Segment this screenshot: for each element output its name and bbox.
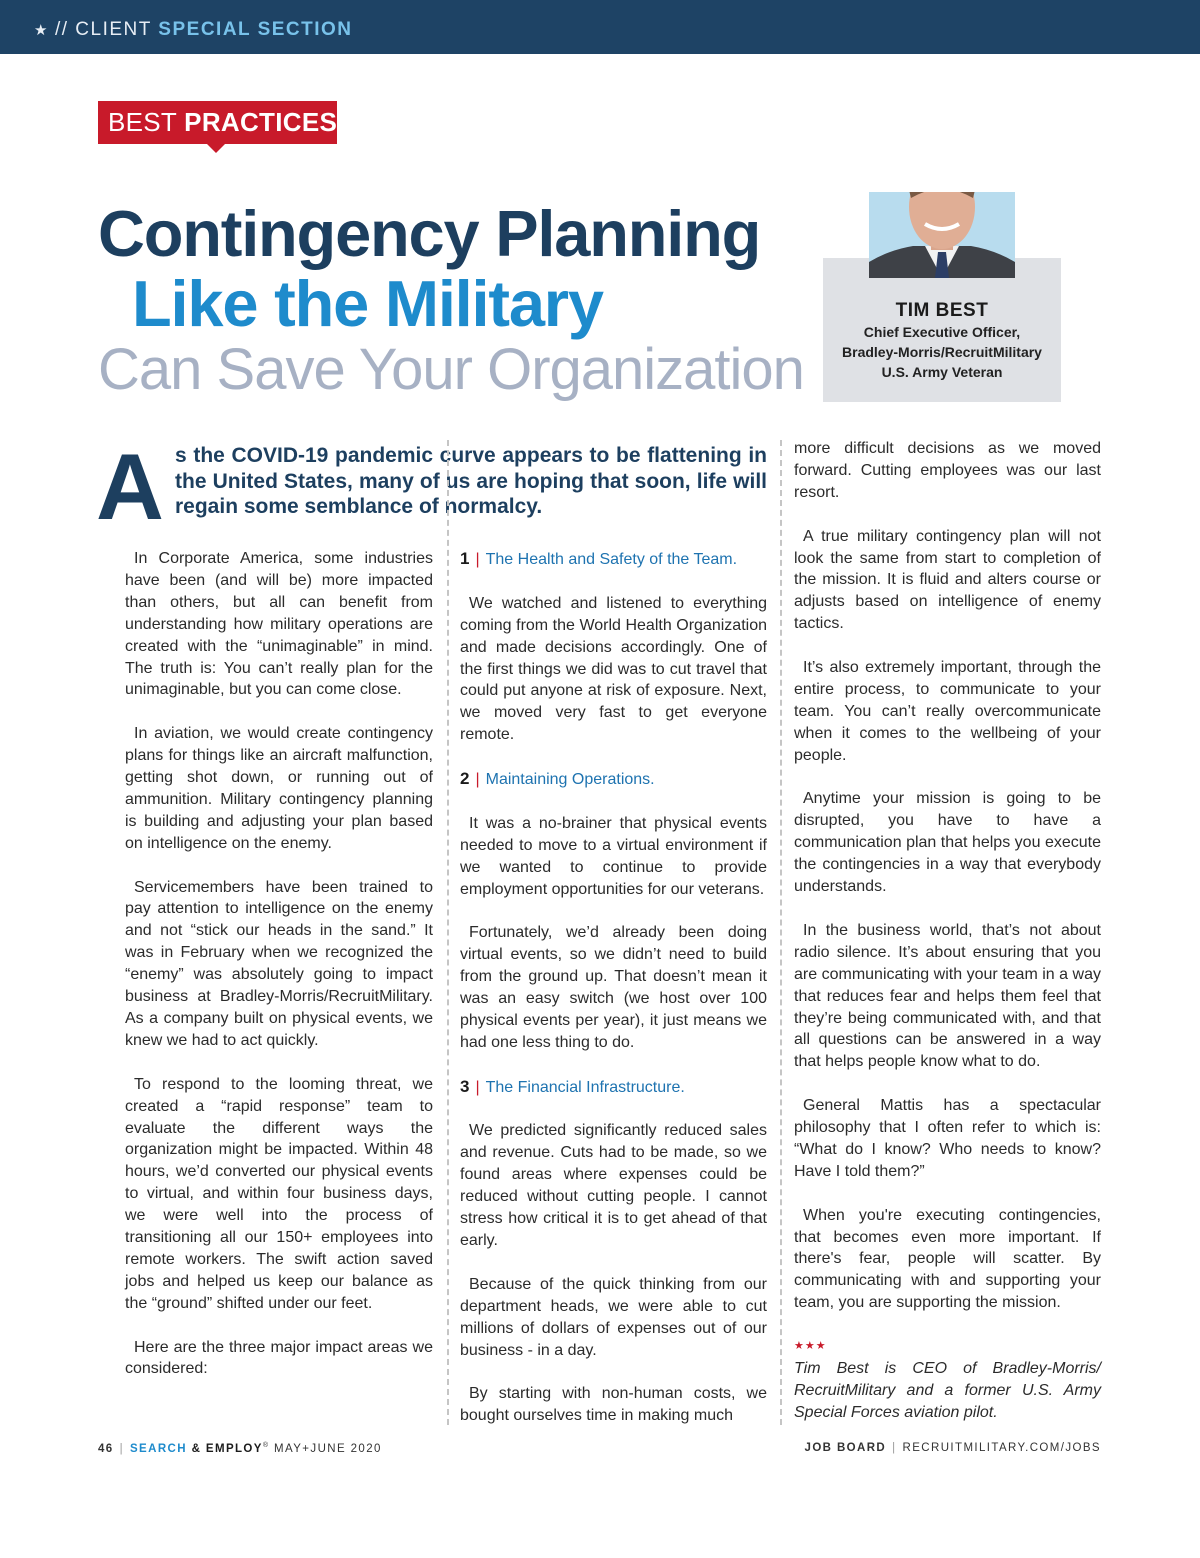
section-heading-3	[460, 1076, 767, 1099]
author-title: Chief Executive Officer,	[863, 324, 1021, 340]
section-heading-1	[460, 548, 767, 571]
banner-section: SPECIAL SECTION	[158, 19, 353, 40]
article-column-1	[125, 548, 433, 1402]
body-paragraph: In aviation, we would create contingency plans for things like an aircraft malfunction, getting shot down, or running out of ammunition. Military contingency planning is building and adjusting your plan based on intelligence on the enemy.	[125, 725, 433, 852]
section-separator: |	[475, 1078, 480, 1096]
body-paragraph: In the business world, that’s not about radio silence. It’s about ensuring that you are communicating with your team in a way that reduces fear and helps them feel that they’re being communicated with, and that all questions can be answered in a way that helps people know what to do.	[794, 921, 1101, 1071]
section-banner	[0, 0, 1200, 54]
footer-separator: |	[892, 1442, 897, 1454]
body-paragraph: Anytime your mission is going to be disrupted, you have to have a communication plan that helps you execute the contingencies in a way that everybody understands.	[794, 790, 1101, 896]
footer-job-board: JOB BOARD	[804, 1442, 887, 1454]
page-number: 46	[98, 1442, 114, 1455]
headline-line-2: Like the Military	[132, 267, 603, 340]
author-photo	[869, 192, 1015, 278]
issue-date: MAY+JUNE 2020	[274, 1442, 382, 1455]
section-number: 1	[460, 549, 470, 568]
drop-cap: A	[96, 434, 164, 539]
portrait-illustration	[869, 192, 1015, 278]
body-paragraph: We watched and listened to everything coming from the World Health Organization and made decisions accordingly. One of the first things we did was to cut travel that could put anyone at risk of exposure. Next, we moved very fast to get everyone remote.	[460, 594, 767, 744]
section-title: The Financial Infrastructure.	[485, 1078, 685, 1096]
article-column-2	[460, 548, 767, 1449]
registered-mark: ®	[262, 1442, 270, 1449]
body-paragraph: In Corporate America, some industries have been (and will be) more impacted than others, but all can benefit from understanding how military operations are created with the “unimaginable” in mind. The truth is: You can’t really plan for the unimaginable, but you can come close.	[125, 550, 433, 699]
body-paragraph: Because of the quick thinking from our department heads, we were able to cut millions of dollars of expenses out of our business - in a day.	[460, 1275, 767, 1359]
body-paragraph: General Mattis has a spectacular philosophy that I often refer to which is: “What do I know? Who needs to know? Have I told them?”	[794, 1097, 1101, 1180]
author-company: Bradley-Morris/RecruitMilitary	[842, 344, 1042, 360]
section-banner-label	[34, 19, 353, 41]
banner-prefix: // CLIENT	[54, 19, 152, 40]
article-column-3	[794, 438, 1101, 1424]
column-divider	[447, 440, 449, 1425]
footer-url[interactable]: RECRUITMILITARY.COM/JOBS	[902, 1442, 1101, 1454]
badge-light-text: BEST	[108, 107, 177, 137]
body-paragraph: more difficult decisions as we moved forward. Cutting employees was our last resort.	[794, 440, 1101, 501]
body-paragraph: Servicemembers have been trained to pay attention to intelligence on the enemy and not “stick our heads in the sand.” It was in February when we recognized the “enemy” was absolutely going to impact business at Bradley-Morris/RecruitMilitary. As a company built on physical events, we knew we had to act quickly.	[125, 878, 433, 1049]
section-title: Maintaining Operations.	[485, 771, 655, 789]
footer-separator: |	[119, 1442, 124, 1455]
section-title: The Health and Safety of the Team.	[485, 551, 738, 568]
footer-right	[805, 1442, 1101, 1454]
section-heading-2	[460, 768, 767, 791]
author-name: TIM BEST	[895, 300, 989, 321]
body-paragraph: A true military contingency plan will not look the same from start to completion of the mission. It is fluid and alters course or adjusts based on intelligence of enemy tactics.	[794, 527, 1101, 633]
magazine-brand-employ: EMPLOY	[205, 1442, 263, 1455]
section-separator: |	[475, 771, 480, 789]
stars-icon: ★★★	[794, 1340, 827, 1353]
body-paragraph: We predicted significantly reduced sales and revenue. Cuts had to be made, so we found areas where expenses could be reduced without cutting people. I cannot stress how critical it is to get ahead of that early.	[460, 1122, 767, 1249]
headline-line-3: Can Save Your Organization	[98, 337, 804, 402]
headline-line-1: Contingency Planning	[98, 197, 761, 270]
section-number: 3	[460, 1076, 470, 1096]
body-paragraph: To respond to the looming threat, we created a “rapid response” team to evaluate the different ways the organization might be impacted. Within 48 hours, we’d converted our physical events to virtual, and within four business days, we were well into the process of transitioning all our 150+ employees into remote workers. The swift action saved jobs and helped us keep our balance as the “ground” shifted under our feet.	[125, 1075, 433, 1312]
magazine-brand-amp: &	[191, 1442, 202, 1455]
column-divider	[780, 440, 782, 1425]
body-paragraph: It was a no-brainer that physical events needed to move to a virtual environment if we wanted to continue to provide employment opportunities for our veterans.	[460, 814, 767, 898]
section-number: 2	[460, 769, 470, 789]
magazine-brand-search: SEARCH	[129, 1442, 187, 1455]
category-badge	[98, 101, 337, 144]
body-paragraph: By starting with non-human costs, we bought ourselves time in making much	[460, 1385, 767, 1425]
author-service: U.S. Army Veteran	[881, 364, 1003, 380]
star-icon: ★	[34, 22, 49, 39]
body-paragraph: It’s also extremely important, through the entire process, to communicate to your team. You can’t really overcommunicate when it comes to the wellbeing of your people.	[794, 659, 1101, 764]
footer-left	[98, 1442, 382, 1455]
body-paragraph: Here are the three major impact areas we considered:	[125, 1338, 433, 1378]
badge-pointer	[207, 144, 225, 153]
section-separator: |	[475, 551, 480, 568]
author-bio: Tim Best is CEO of Bradley-Morris/ RecruitMilitary and a former U.S. Army Special Forces aviation pilot.	[794, 1359, 1101, 1421]
body-paragraph: Fortunately, we’d already been doing virtual events, so we didn’t need to build from the ground up. That doesn’t mean it was an easy switch (we host over 100 physical events per year), it just means we had one less thing to do.	[460, 924, 767, 1051]
body-paragraph: When you're executing contingencies, that becomes even more important. If there's fear, people will scatter. By communicating with and supporting your team, you are supporting the mission.	[794, 1206, 1101, 1312]
badge-bold-text: PRACTICES	[184, 107, 338, 137]
lede-paragraph: s the COVID-19 pandemic curve appears to be flattening in the United States, many of us are hoping that soon, life will regain some semblance of normalcy.	[175, 444, 767, 518]
